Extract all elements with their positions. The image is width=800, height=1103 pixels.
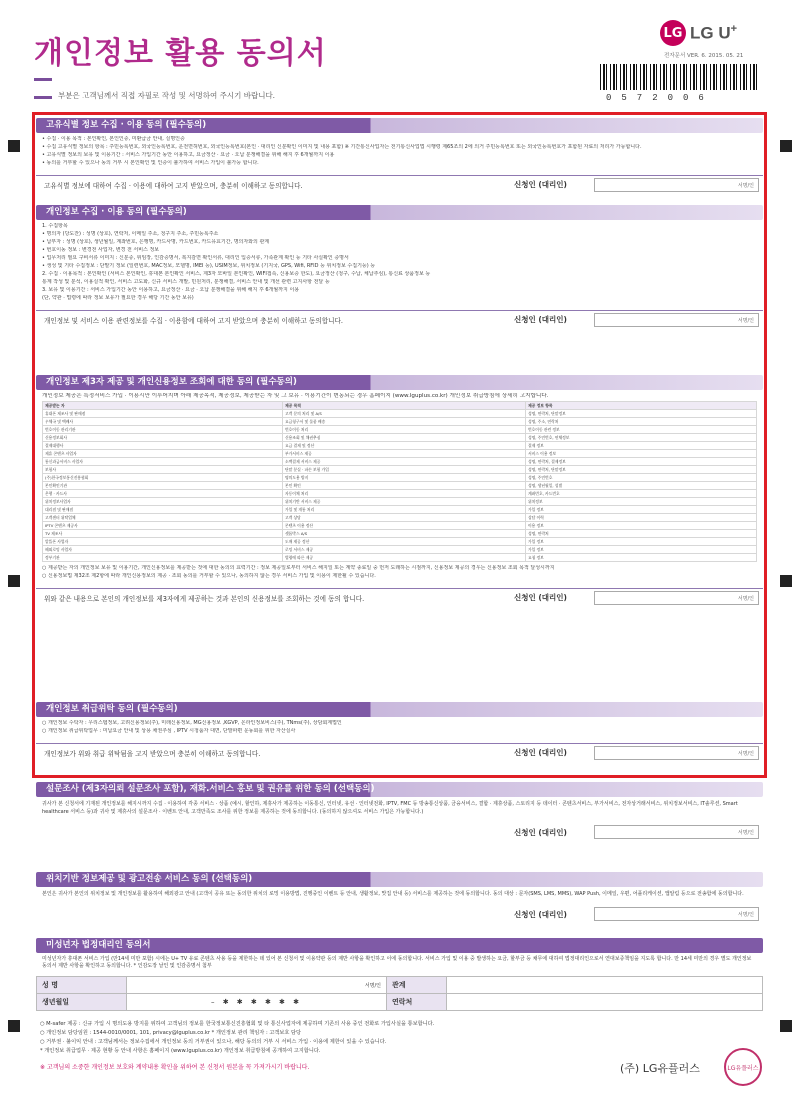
signature-hint: 서명/인	[364, 982, 381, 989]
table-cell: TV 제조사	[43, 530, 283, 538]
table-header: 제공받는 자	[43, 402, 283, 410]
signature-box[interactable]	[514, 312, 759, 327]
table-row	[43, 554, 757, 562]
table-cell: 은행 · 카드사	[43, 490, 283, 498]
bullet: 3. 보유 및 이용기간 : 서비스 가입기간 동안 이용하고, 요금정산 · 요금 · 오납 분쟁해결을 위해 해지 후 6개월까지 이용	[42, 287, 300, 293]
table-row	[43, 546, 757, 554]
table-row	[43, 426, 757, 434]
bullet: ○ 개인정보 수탁자 : 우리스템정보, 고려신용정보(주), 미래신용정보, MG신용정보 ,KGVP, 온라인정보비스(주), TNms(주), 상담회계법인	[42, 720, 342, 726]
signature-hint: 서명/인	[737, 912, 754, 918]
table-cell: 위치정보	[525, 498, 756, 506]
table-cell: 성명, 연락처, 단말정보	[525, 410, 756, 418]
signature-hint: 서명/인	[737, 595, 754, 602]
signature-field[interactable]	[594, 907, 759, 921]
table-cell: 요금 결제 및 정산	[282, 442, 525, 450]
bullet: • 업무처리 필요 구비서류 이미지 : 신분증, 위임장, 인감증명서, 복지감면 확인서류, 대리인 입증서류, 가족관계 확인 등 기타 사실확인 증명서	[42, 255, 349, 261]
name-label: 성 명	[37, 977, 127, 994]
section-body	[36, 220, 763, 306]
lg-logo-icon: LG	[660, 20, 686, 46]
agree-row	[36, 588, 763, 606]
agree-row	[36, 905, 763, 923]
table-cell: 가입 및 개통 처리	[282, 506, 525, 514]
section-body	[36, 717, 763, 739]
crop-mark	[780, 1020, 792, 1032]
table-row	[43, 458, 757, 466]
table-row	[43, 530, 757, 538]
table-cell: 소액결제 서비스 제공	[282, 458, 525, 466]
table-cell: 결제 정보	[525, 442, 756, 450]
signature-field[interactable]	[594, 178, 759, 192]
table-cell: 성명, 주소, 연락처	[525, 418, 756, 426]
table-cell: 서비스 이용 정보	[525, 450, 756, 458]
section-body: 본인은 귀사가 본인의 위치정보 및 개인정보를 활용하여 해외광고 안내 (고객이 공유 또는 동의한 위치의 로밍 이용방법, 진행중인 이벤트 등 안내, 생활정보, 맛집 안내 등) 서비스를 제공하는 것에 동의합니다. 동의 대상 : 문자(SMS, LMS, MMS), WAP Push, 이메일, 우편, 어플리케이션, 앱알림 등으로 전송함에 동의합니다.	[42, 891, 744, 897]
section-title: 위치기반 정보제공 및 광고전송 서비스 동의 (선택동의)	[36, 872, 763, 887]
section-title: 미성년자 법정대리인 동의서	[36, 938, 763, 953]
table-cell: 성명, 주민번호, 연체정보	[525, 434, 756, 442]
signature-hint: 서명/인	[737, 317, 754, 324]
crop-mark	[8, 140, 20, 152]
table-cell: IPTV 콘텐츠 제공사	[43, 522, 283, 530]
table-row	[43, 450, 757, 458]
table-cell: 번호이동 처리	[282, 426, 525, 434]
section-body	[36, 390, 763, 584]
bullet: 2. 수집 · 이용목적 : 본인확인 (서비스 본인확인, 휴대폰 본인확인 서비스, 제3자 모바일 본인확인, WIFI접속, 신용보증 한도), 요금정산 (청구, 수납, 체납추심), 통신료 상품정보 등	[42, 271, 431, 277]
table-row	[43, 434, 757, 442]
section-personal-info	[36, 205, 763, 328]
signature-label: 신청인 (대리인)	[514, 909, 567, 919]
table-cell: 본인 확인	[282, 482, 525, 490]
section-title: 개인정보 수집 · 이용 동의 (필수동의)	[36, 205, 763, 220]
page-title: 개인정보 활용 동의서	[34, 36, 327, 71]
signature-field[interactable]	[594, 591, 759, 605]
table-cell: 정부기관	[43, 554, 283, 562]
table-cell: 알뜰폰 사업자	[43, 538, 283, 546]
bullet: ○ 개인정보 취급위탁업무 : 미납요금 안내 및 상용 채권추심 , IPTV 시청품자 대면, 단말파편 운동회를 위한 자산실사	[42, 728, 296, 734]
table-row	[43, 522, 757, 530]
section-unique-id	[36, 118, 763, 193]
table-cell: 가입 정보	[525, 546, 756, 554]
signature-hint: 서명/인	[737, 750, 754, 757]
section-third-party	[36, 375, 763, 606]
bullet: (단, 약관 · 법령에 따라 정보 보유가 필요한 경우 해당 기간 동안 보유)	[42, 295, 194, 301]
footer-line: ○ 거부권 · 불이익 안내 : 고객님께서는 정보수집에서 개인정보 동의 거부권이 있으나, 해당 동의의 거부 시 서비스 가입 · 이용에 제한이 있을 수 있습니다.	[40, 1039, 387, 1045]
company-seal-icon: LG유플러스	[724, 1048, 762, 1086]
relation-field[interactable]	[447, 977, 763, 994]
signature-box[interactable]	[514, 825, 759, 840]
bullet: • 명의자 (당도잔) : 성명 (상호), 연락처, 이메일 주소, 청구지 주소, 주민등록주소	[42, 231, 219, 237]
phone-label: 연락처	[387, 994, 447, 1011]
table-row	[43, 442, 757, 450]
table-cell: 통신과금서비스 사업자	[43, 458, 283, 466]
table-cell: 법령에 따른 제공	[282, 554, 525, 562]
agree-row	[36, 743, 763, 761]
table-cell: 계좌번호, 카드번호	[525, 490, 756, 498]
table-cell: 성명, 연락처	[525, 530, 756, 538]
table-cell: 위치정보사업자	[43, 498, 283, 506]
table-cell: 본인확인기관	[43, 482, 283, 490]
table-cell: 우체국 및 택배사	[43, 418, 283, 426]
table-row	[43, 490, 757, 498]
birth-field[interactable]: – ✱ ✱ ✱ ✱ ✱ ✱	[127, 994, 387, 1011]
table-cell: 해외로밍 사업자	[43, 546, 283, 554]
signature-box[interactable]	[514, 177, 759, 192]
phone-field[interactable]	[447, 994, 763, 1011]
third-party-table	[42, 401, 757, 562]
bullet: • 수집 · 이용 목적 : 본인확인, 본인인증, 미환급금 안내, 실명인증	[42, 136, 185, 142]
bullet: 1. 수집항목	[42, 223, 68, 229]
table-row	[43, 482, 757, 490]
table-row	[43, 538, 757, 546]
guardian-table	[36, 976, 763, 1011]
signature-label: 신청인 (대리인)	[514, 827, 567, 837]
crop-mark	[8, 1020, 20, 1032]
table-cell: 이용 정보	[525, 522, 756, 530]
table-cell: 대리점 및 판매점	[43, 506, 283, 514]
agree-row	[36, 823, 763, 841]
table-cell: 가입 정보	[525, 538, 756, 546]
table-row	[43, 514, 757, 522]
agree-row	[36, 310, 763, 328]
signature-box[interactable]	[514, 590, 759, 605]
note: ○ 신용정보법 제32조 제2항에 따라 개인신용정보의 제공 · 조회 동의를 거부할 수 있으나, 동의하지 않는 경우 서비스 가입 및 이용이 제한될 수 있습니다.	[42, 573, 376, 579]
table-cell: 보험사	[43, 466, 283, 474]
note: ○ 제공받는 자의 개인정보 보유 및 이용기간, 개인신용정보를 제공받는 것에 대한 동의의 효력기간 : 정보 제공일로부터 서비스 해지일 또는 계약 종료일 중 먼저 도래하는 시점까지, 신용정보 제공의 경우는 신용정보 조회 목적 달성시까지	[42, 565, 555, 571]
table-cell: 상담 이력	[525, 514, 756, 522]
table-cell: 요금청구서 및 물품 배송	[282, 418, 525, 426]
section-body	[36, 133, 763, 171]
subtitle-marker	[34, 96, 52, 99]
table-cell: 신용정보회사	[43, 434, 283, 442]
signature-hint: 서명/인	[737, 830, 754, 836]
signature-label: 신청인 (대리인)	[514, 593, 567, 602]
company-name: (주) LG유플러스	[620, 1062, 700, 1075]
table-cell: 명의도용 방지	[282, 474, 525, 482]
table-row	[43, 474, 757, 482]
section-intro: 개인정보 제공은 특정서비스 가입 · 이용시만 이루어지며 아래 제공목적, 제공정보, 제공받는 자 및 그 보유 · 이용기간이 변동되는 경우 홈페이지 (www.lguplus.co.kr) 개인정보 취급방침에 상세히 고지합니다.	[42, 393, 549, 399]
agree-row	[36, 175, 763, 193]
agree-text: 위와 같은 내용으로 본인의 개인정보를 제3자에게 제공하는 것과 본인의 신용정보를 조회하는 것에 동의 합니다.	[44, 594, 365, 603]
bullet: • 생성 및 기타 수집정보 : 단말기 정보 (일련번호, MAC정보, 모델명, IMEI 등), USIM정보, 위치정보 (기지국, GPS, Wifi, RFID 등 위치정보 수집기능) 등	[42, 263, 376, 269]
signature-label: 신청인 (대리인)	[514, 180, 567, 189]
section-title: 개인정보 취급위탁 동의 (필수동의)	[36, 702, 763, 717]
footer-line: ○ M-safer 제공 : 신규 가입 시 명의도용 방지를 위하여 고객님의 정보를 한국정보통신진흥협회 및 타 통신사업자에 제공하며 기존의 사용 중인 전화로 가입사실을 통보합니다.	[40, 1021, 435, 1027]
bullet: • 동의를 거부할 수 있으나 동의 거부 시 본인확인 및 인증이 불가하여 서비스 가입이 불가능 합니다.	[42, 160, 259, 166]
table-cell: 로밍 서비스 제공	[282, 546, 525, 554]
section-body: 귀사가 본 신청서에 기재된 개인정보를 해지시까지 수집 · 이용하여 각종 서비스 · 상품 (예시, 할인하, 제휴사가 제공하는 이동통신, 인터넷, 유선 · 인터넷전화, IPTV, FMC 등 방송통신상품, 금융서비스, 결합 · 제휴상품, 스토리지 등 데이터 · 콘텐츠서비스, 부가서비스, 전자상거래서비스, 위치정보서비스, IT솔루션, Smart healthcare 서비스 등)과 귀사 및 제휴사의 설문조사 · 이벤트 안내, 고객만족도 조사를 위한 정보를 제공하는 것에 동의합니다. (동의하지 않으셔도 서비스 가입은 가능합니다.)	[42, 801, 738, 815]
table-row	[43, 410, 757, 418]
table-cell: 위치기반 서비스 제공	[282, 498, 525, 506]
signature-box[interactable]	[514, 907, 759, 922]
table-cell: 도매 제공 정산	[282, 538, 525, 546]
table-row	[43, 506, 757, 514]
table-header: 제공 목적	[282, 402, 525, 410]
table-cell: 제휴 콘텐츠 사업자	[43, 450, 283, 458]
table-cell: (주)한국정보통신진흥협회	[43, 474, 283, 482]
table-row	[43, 466, 757, 474]
section-survey-marketing	[36, 782, 763, 841]
signature-field[interactable]	[594, 313, 759, 327]
name-field[interactable]	[127, 977, 387, 994]
table-row	[43, 418, 757, 426]
crop-mark	[780, 575, 792, 587]
birth-label: 생년월일	[37, 994, 127, 1011]
footer-warning: ※ 고객님의 소중한 개인정보 보호와 계약내용 확인을 위하여 본 신청서 원본을 꼭 가져가시기 바랍니다.	[40, 1064, 310, 1071]
table-cell: 성명, 생년월일, 성별	[525, 482, 756, 490]
agree-text: 고유식별 정보에 대하여 수집 · 이용에 대하여 고지 받았으며, 충분히 이해하고 동의합니다.	[44, 181, 303, 190]
section-body: 미성년자가 휴대폰 서비스 가입 (만14세 미만 포함) 시에는 U+ TV 유료 콘텐츠 사용 등을 제한하는 데 있어 본 신청서 및 이용약관 등의 제반 사항을 확인하고 이에 동의합니다. 서비스 가입 및 이용 중 발생하는 요금, 할부금 등 채무에 대하여 법정대리인으로서 연대보증책임을 지도록 합니다. 만 14세 미만의 경우 별도 개인정보 동의서 제반 사항을 확인하고 동의합니다. * 인감도장 날인 및 인감증명서 첨부	[42, 956, 752, 969]
bullet: 통계 작성 및 분석, 이용실적 확인, 서비스 고도화, 신규 서비스 개발, 민원처리, 분쟁해결, 서비스 안내 및 개선 관련 고지사항 전달 등	[42, 279, 330, 285]
table-cell: 부가서비스 제공	[282, 450, 525, 458]
footer-line: ○ 개인정보 담당임원 : 1544-0010/0001, 101, privacy@lguplus.co.kr * 개인정보 관리 책임자 : 고객보호 담당	[40, 1030, 302, 1036]
table-cell: 번호이동 관련 정보	[525, 426, 756, 434]
signature-field[interactable]	[594, 825, 759, 839]
table-cell: 신용조회 및 채권추심	[282, 434, 525, 442]
footer-line: * 개인정보 취급업무 · 제공 현황 등 안내 사항은 홈페이지 (www.lguplus.co.kr) 개인정보 취급방침에 공개하여 고지합니다.	[40, 1048, 321, 1054]
bullet: • 수집 고유식별 정보의 항목 : 주민등록번호, 외국인등록번호, 운전면허번호, 외국인등록번호(본인 · 대리인 신분확인 이미지 및 내용 포함) ※ 기간통신사업자는 전기통신사업법 시행령 제65조의 2에 의거 주민등록번호 또는 외국인등록번호가 포함된 자료의 처리가 가능합니다.	[42, 144, 642, 150]
crop-mark	[780, 140, 792, 152]
signature-label: 신청인 (대리인)	[514, 315, 567, 324]
footer-notes	[40, 1020, 740, 1056]
bullet: • 고유식별 정보의 보유 및 이용기간 : 서비스 가입기간 동안 이용하고, 요금정산 · 요금 · 오납 분쟁해결을 위해 해지 후 6개월까지 이용	[42, 152, 335, 158]
table-cell: 가입 정보	[525, 506, 756, 514]
table-cell: 고객 상담	[282, 514, 525, 522]
title-underline	[34, 78, 52, 81]
table-cell: 번호이동 관리기관	[43, 426, 283, 434]
bullet: • 납부자 : 성명 (상호), 생년월일, 계좌번호, 은행명, 카드사명, 카드번호, 카드유효기간, 명의자와의 관계	[42, 239, 270, 245]
form-version: 전자문서 VER. 6. 2015. 05. 21	[664, 53, 744, 59]
signature-field[interactable]	[594, 746, 759, 760]
table-cell: 자동이체 처리	[282, 490, 525, 498]
table-cell: 요청 정보	[525, 554, 756, 562]
section-title: 개인정보 제3자 제공 및 개인신용정보 조회에 대한 동의 (필수동의)	[36, 375, 763, 390]
agree-text: 개인정보가 위와 취급 위탁됨을 고지 받았으며 충분히 이해하고 동의합니다.	[44, 749, 261, 758]
table-cell: 성명, 연락처, 결제정보	[525, 458, 756, 466]
crop-mark	[8, 575, 20, 587]
signature-box[interactable]	[514, 745, 759, 760]
table-cell: 성명, 주민번호	[525, 474, 756, 482]
section-outsourcing	[36, 702, 763, 761]
section-title: 설문조사 (제3자의뢰 설문조사 포함), 재화.서비스 홍보 및 권유를 위한 동의 (선택동의)	[36, 782, 763, 797]
table-cell: 고객 문의 처리 및 A/S	[282, 410, 525, 418]
signature-label: 신청인 (대리인)	[514, 748, 567, 757]
page-subtitle: 부분은 고객님께서 직접 자필로 작성 및 서명하여 주시기 바랍니다.	[58, 91, 276, 100]
brand-logo	[660, 20, 737, 46]
table-cell: 휴대폰 제조사 및 판매점	[43, 410, 283, 418]
barcode-number: 0572006	[606, 93, 714, 103]
relation-label: 관계	[387, 977, 447, 994]
table-cell: 결제대행사	[43, 442, 283, 450]
brand-name: LG U+	[690, 22, 738, 43]
table-cell: 성명, 연락처, 단말정보	[525, 466, 756, 474]
bullet: • 번호이동 정보 : 변경전 사업자, 변경 전 서비스 정보	[42, 247, 160, 253]
table-cell: 고객센터 위탁업체	[43, 514, 283, 522]
table-cell: 셋톱박스 A/S	[282, 530, 525, 538]
agree-text: 개인정보 및 서비스 이용 관련정보를 수집 · 이용함에 대하여 고지 받았으며 충분히 이해하고 동의합니다.	[44, 316, 343, 325]
table-header: 제공 정보 항목	[525, 402, 756, 410]
section-title: 고유식별 정보 수집 · 이용 동의 (필수동의)	[36, 118, 763, 133]
signature-hint: 서명/인	[737, 182, 754, 189]
table-row	[43, 498, 757, 506]
section-location-ads	[36, 872, 763, 923]
barcode-icon	[600, 64, 760, 90]
table-cell: 단말 분실 · 파손 보험 가입	[282, 466, 525, 474]
table-cell: 콘텐츠 이용 정산	[282, 522, 525, 530]
section-guardian	[36, 938, 763, 1011]
